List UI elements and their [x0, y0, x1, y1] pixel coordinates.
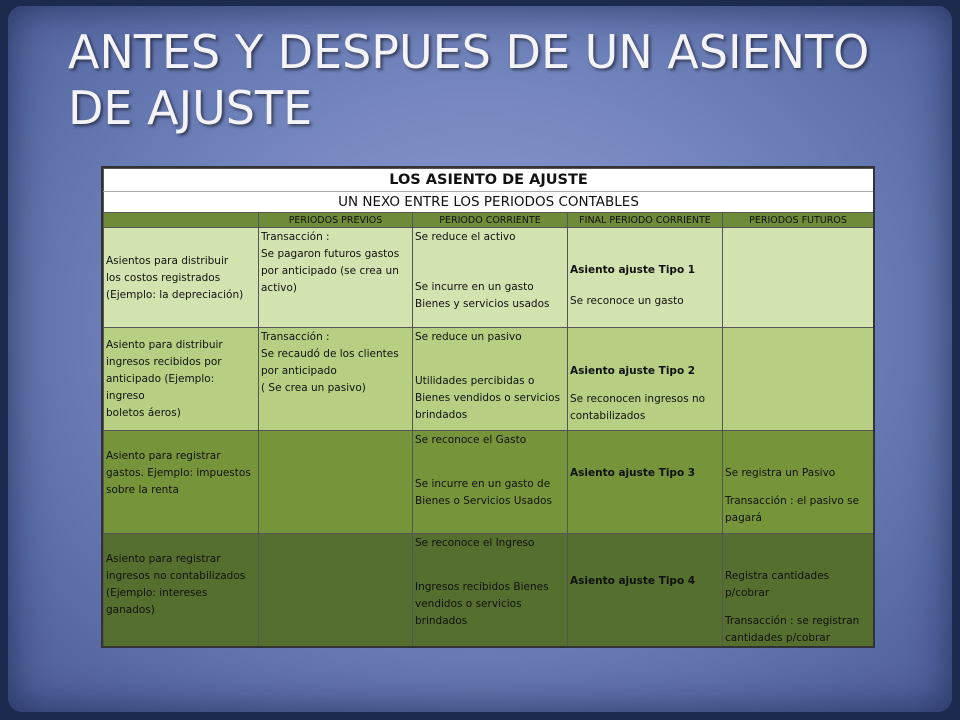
header-periodos-previos: PERIODOS PREVIOS: [259, 213, 413, 228]
row-label: Asientos para distribuir los costos registrados (Ejemplo: la depreciación): [106, 254, 244, 301]
cell-final-top: Asiento ajuste Tipo 3: [570, 466, 696, 479]
cell-corriente-bottom: Ingresos recibidos Bienes vendidos o servicios brindados: [415, 581, 549, 627]
cell-futuros-bottom: Transacción : el pasivo se pagará: [725, 495, 860, 524]
header-final-periodo-corriente: FINAL PERIODO CORRIENTE: [568, 213, 723, 228]
row-label: Asiento para registrar gastos. Ejemplo: impuestos sobre la renta: [106, 450, 251, 496]
table-title: LOS ASIENTO DE AJUSTE: [104, 169, 874, 192]
cell-corriente-top: Se reconoce el Gasto: [415, 434, 527, 446]
cell-final-bottom: Se reconocen ingresos no contabilizados: [570, 393, 706, 422]
table-row: [104, 328, 874, 431]
cell-corriente-top: Se reconoce el Ingreso: [415, 537, 535, 549]
cell-previos: [261, 431, 410, 432]
table-row: [104, 228, 874, 328]
cell-previos: [261, 534, 410, 535]
adjustment-table: [101, 166, 875, 648]
cell-corriente-bottom: Se incurre en un gasto de Bienes o Servicios Usados: [415, 478, 552, 507]
cell-final-top: Asiento ajuste Tipo 2: [570, 365, 696, 377]
cell-futuros: [725, 328, 871, 329]
cell-corriente-bottom: Utilidades percibidas o Bienes vendidos o servicios brindados: [415, 375, 561, 421]
cell-corriente-top: Se reduce el activo: [415, 231, 516, 243]
cell-final-top: Asiento ajuste Tipo 1: [570, 264, 696, 276]
cell-futuros: [725, 228, 871, 229]
table-subtitle: UN NEXO ENTRE LOS PERIODOS CONTABLES: [104, 192, 874, 213]
cell-corriente-top: Se reduce un pasivo: [415, 331, 522, 343]
cell-previos: Transacción : Se recaudó de los clientes por anticipado ( Se crea un pasivo): [261, 331, 399, 394]
header-periodos-futuros: PERIODOS FUTUROS: [723, 213, 874, 228]
adjustment-table-grid: [103, 168, 874, 648]
header-periodo-corriente: PERIODO CORRIENTE: [413, 213, 568, 228]
cell-previos: Transacción : Se pagaron futuros gastos por anticipado (se crea un activo): [261, 231, 400, 294]
slide-background: [8, 6, 952, 712]
cell-futuros-bottom: Transacción : se registran cantidades p/cobrar: [725, 615, 860, 644]
table-row: [104, 431, 874, 534]
row-label: Asiento para distribuir ingresos recibidos por anticipado (Ejemplo: ingreso boletos áeros): [106, 339, 223, 419]
table-header-row: [104, 213, 874, 228]
header-empty: [104, 213, 259, 228]
cell-final-bottom: [570, 482, 720, 483]
cell-final-top: Asiento ajuste Tipo 4: [570, 575, 696, 587]
cell-final-bottom: Se reconoce un gasto: [570, 295, 684, 307]
cell-final-bottom: [570, 590, 720, 591]
cell-futuros-top: Registra cantidades p/cobrar: [725, 570, 830, 599]
row-label: Asiento para registrar ingresos no contabilizados (Ejemplo: intereses ganados): [106, 553, 246, 616]
cell-futuros-top: Se registra un Pasivo: [725, 467, 836, 479]
table-row: [104, 534, 874, 648]
slide-title: ANTES Y DESPUES DE UN ASIENTO DE AJUSTE: [68, 25, 870, 135]
cell-corriente-bottom: Se incurre en un gasto Bienes y servicios usados: [415, 281, 550, 310]
